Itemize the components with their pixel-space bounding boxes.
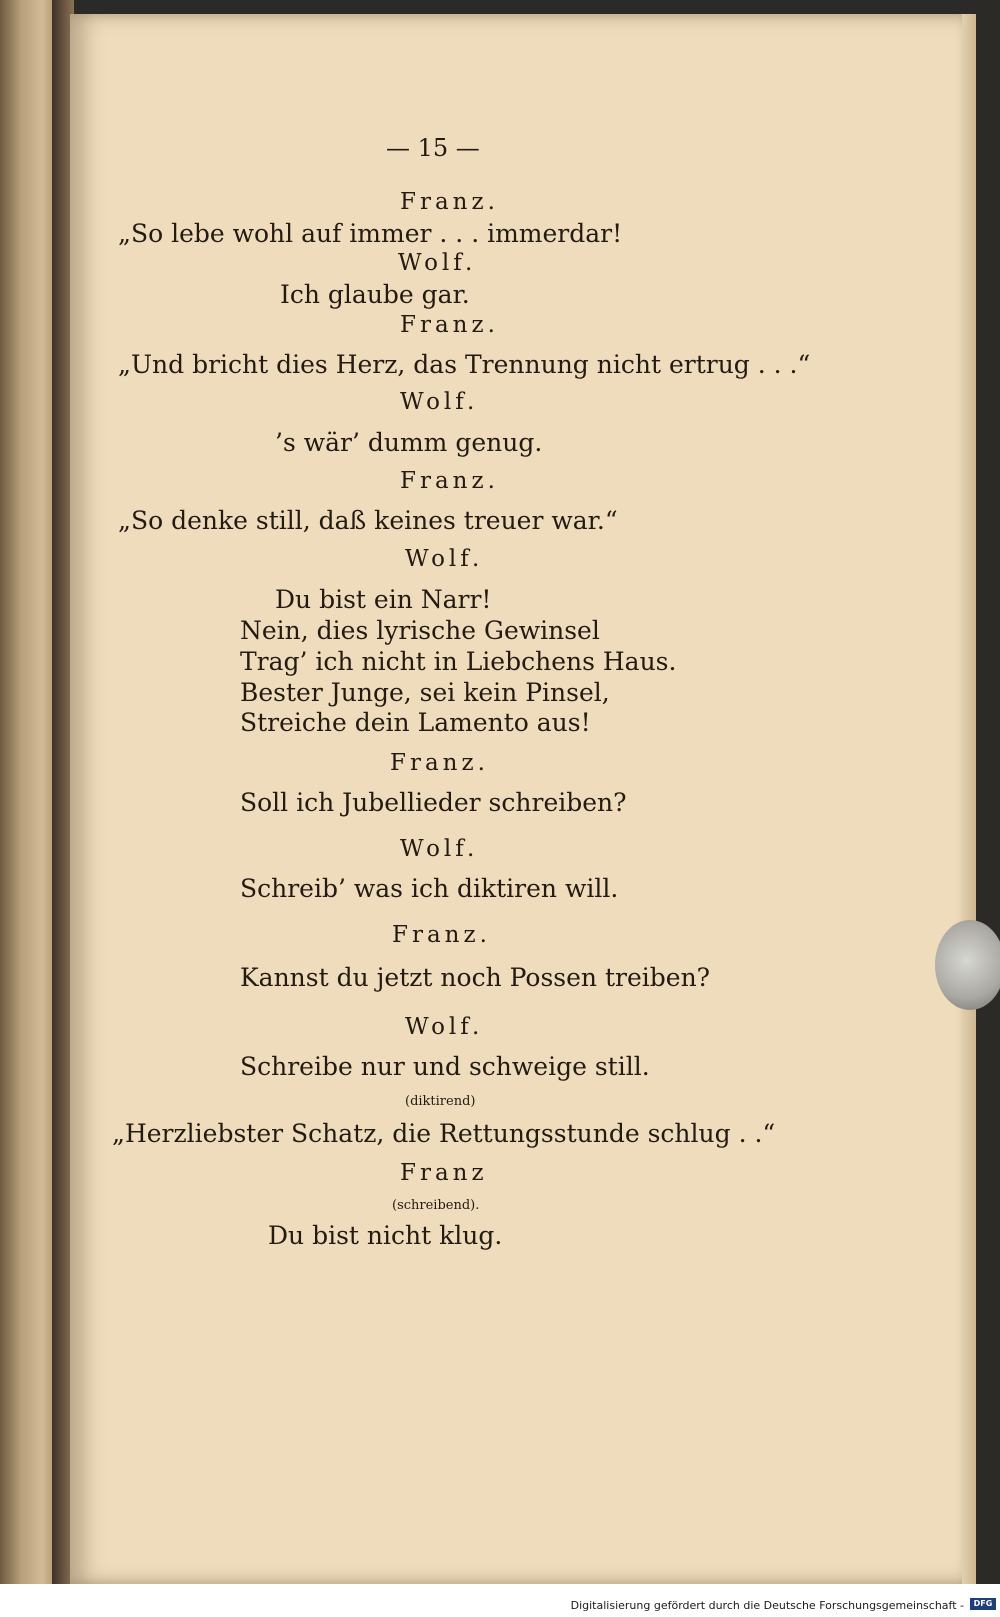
speaker-franz: Franz. — [400, 312, 499, 338]
page-right-edge — [962, 14, 976, 1584]
speaker-franz: Franz. — [392, 922, 491, 948]
speaker-wolf: Wolf. — [405, 546, 484, 572]
verse-line: Schreibe nur und schweige still. — [240, 1052, 650, 1081]
stage-direction: (schreibend). — [392, 1198, 480, 1213]
verse-line: Streiche dein Lamento aus! — [240, 708, 591, 737]
verse-line: Trag’ ich nicht in Liebchens Haus. — [240, 647, 677, 676]
verse-line: Nein, dies lyrische Gewinsel — [240, 616, 600, 645]
thumb-index-tab — [935, 920, 1000, 1010]
left-page-edge — [0, 0, 60, 1617]
verse-line: „So lebe wohl auf immer . . . immerdar! — [118, 219, 623, 248]
speaker-franz: Franz. — [390, 750, 489, 776]
verse-line: „Und bricht dies Herz, das Trennung nicht ertrug . . .“ — [118, 350, 811, 379]
verse-line: ’s wär’ dumm genug. — [275, 428, 543, 457]
speaker-franz: Franz. — [400, 189, 499, 215]
page-number: — 15 — — [386, 134, 480, 162]
dfg-logo: DFG — [970, 1598, 996, 1610]
speaker-wolf: Wolf. — [405, 1014, 484, 1040]
speaker-franz: Franz. — [400, 468, 499, 494]
speaker-wolf: Wolf. — [400, 389, 479, 415]
stage-direction: (diktirend) — [405, 1094, 476, 1109]
verse-line: Bester Junge, sei kein Pinsel, — [240, 678, 610, 707]
speaker-wolf: Wolf. — [400, 836, 479, 862]
verse-line: Du bist nicht klug. — [268, 1221, 503, 1250]
speaker-franz: Franz — [400, 1160, 488, 1186]
verse-line: Soll ich Jubellieder schreiben? — [240, 788, 627, 817]
verse-line: Kannst du jetzt noch Possen treiben? — [240, 963, 711, 992]
verse-line: Schreib’ was ich diktiren will. — [240, 874, 619, 903]
digitization-credit: Digitalisierung gefördert durch die Deutsche Forschungsgemeinschaft - — [570, 1599, 964, 1612]
speaker-wolf: Wolf. — [398, 250, 477, 276]
verse-line: „So denke still, daß keines treuer war.“ — [118, 506, 618, 535]
verse-line: Du bist ein Narr! — [275, 585, 492, 614]
verse-line: „Herzliebster Schatz, die Rettungsstunde schlug . .“ — [112, 1119, 776, 1148]
verse-line: Ich glaube gar. — [280, 280, 470, 309]
